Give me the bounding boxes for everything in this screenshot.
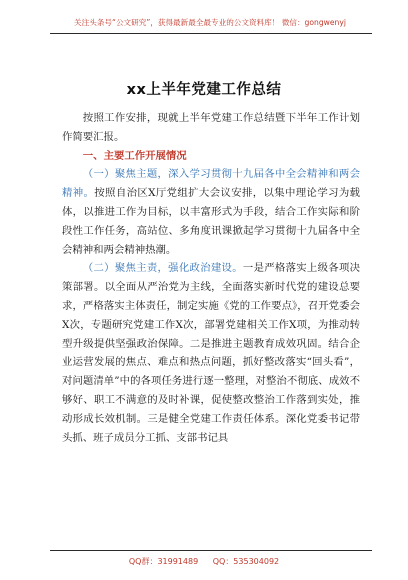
paragraph-1-body: 按照自治区X厅党组扩大会议安排，以集中理论学习为载体，以推进工作为目标，以丰富形式为手段，结合工作实际和阶段性工作任务，高站位、多角度讯课掀起学习贯彻十九届各中全会精神和两会精神热潮。 (62, 187, 360, 256)
paragraph-2-lead: （二）聚焦主责，强化政治建设。 (82, 262, 243, 275)
section-heading: 一、主要工作开展情况 (82, 149, 187, 162)
footer-qq: QQ：535304092 (212, 557, 280, 566)
footer (0, 556, 408, 567)
header-note: 关注头条号“公文研究”，获得最新最全最专业的公文资料库！ 微信：gongwenyj (74, 18, 346, 27)
document-body (62, 109, 360, 447)
paragraph-2 (62, 259, 360, 447)
intro-paragraph: 按照工作安排，现就上半年党建工作总结暨下半年工作计划作简要汇报。 (62, 112, 360, 143)
document-title: xx上半年党建工作总结 (126, 82, 282, 98)
paragraph-1-lead: （一）聚焦主题，深入学习贯彻十九届各中全会精神和两会精神。 (62, 168, 360, 200)
header-divider (50, 33, 372, 34)
footer-divider (50, 550, 372, 551)
footer-qq-group: QQ群：31991489 (128, 557, 199, 566)
paragraph-2-body: 一是严格落实上级各项决策部署。以全面从严治党为主线，全面落实新时代党的建设总要求，严格落实主体责任，制定实施《党的工作要点》，召开党委会X次，专题研究党建工作X次，部署党建相关工作X项，为推动转型升级提供坚强政治保障。二是推进主题教育成效巩固。结合企业运营发展的焦点、难点和热点问题，抓好整改落实“回头看”，对问题清单”中的各项任务进行逐一整理，对整治不彻底、成效不够好、职工不满意的及时补课，促使整改整治工作落到实处，推动形成长效机制。三是健全党建工作责任体系。深化党委书记带头抓、班子成员分工抓、支部书记具 (62, 262, 361, 444)
paragraph-1 (62, 165, 360, 259)
